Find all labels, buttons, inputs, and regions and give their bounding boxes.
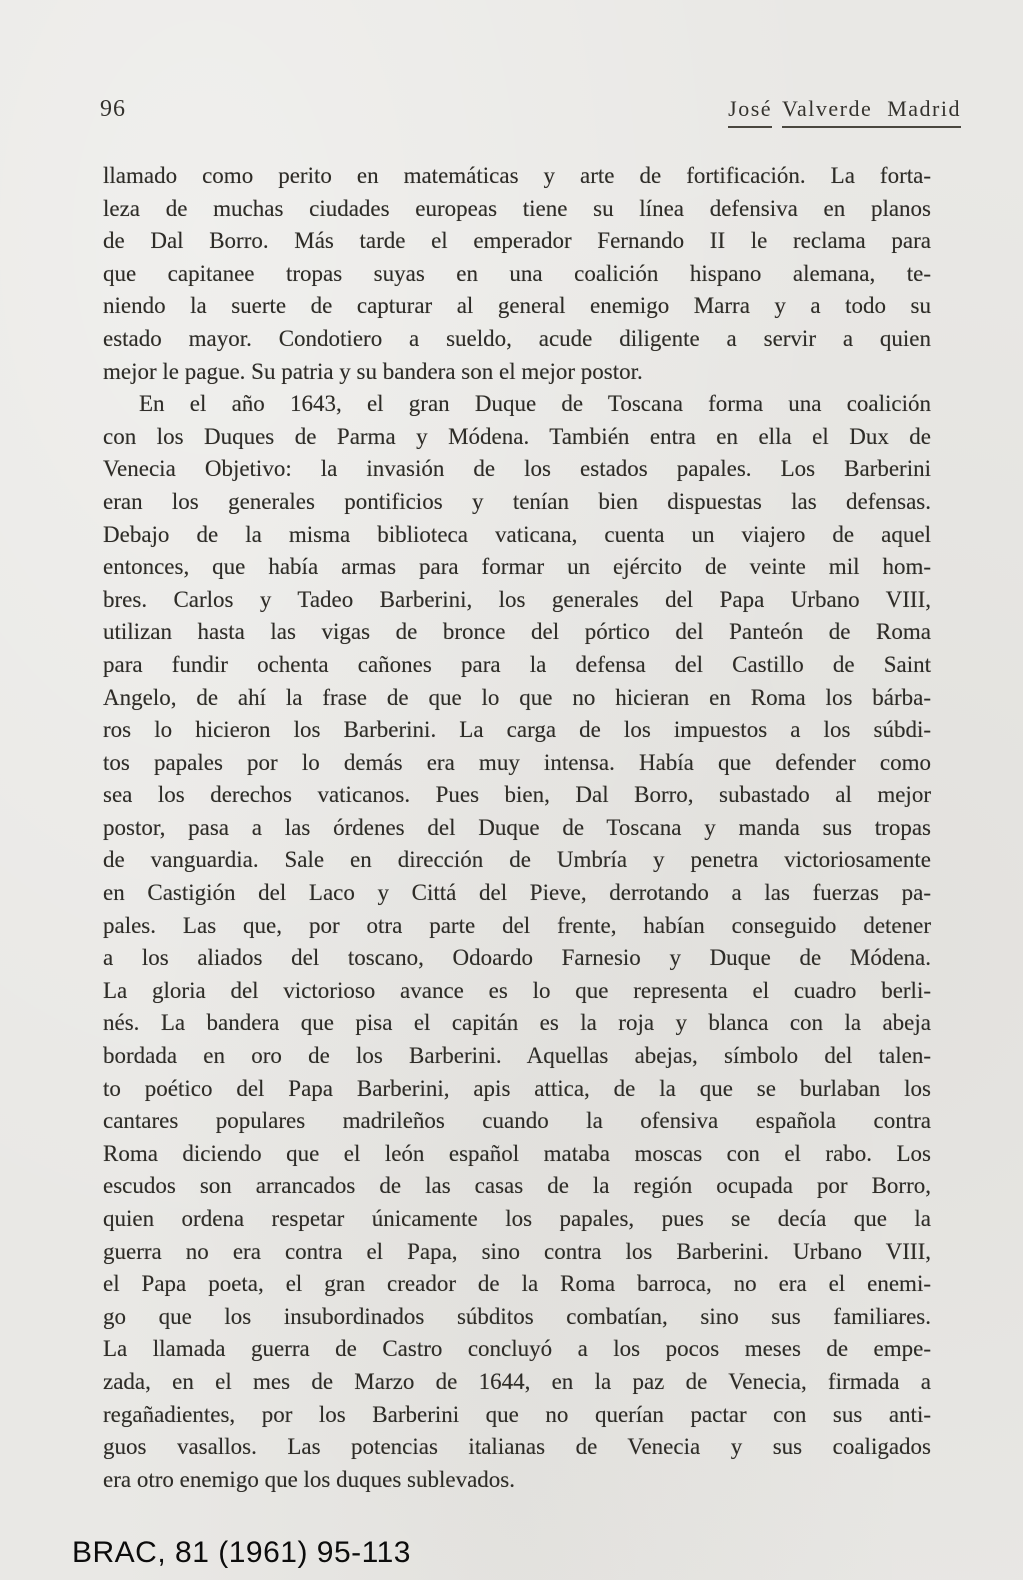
text-line: pales. Las que, por otra parte del frente, habían conseguido detener — [103, 912, 931, 938]
text-line: escudos son arrancados de las casas de la región ocupada por Borro, — [103, 1173, 931, 1199]
text-line: utilizan hasta las vigas de bronce del pórtico del Panteón de Roma — [103, 619, 931, 645]
text-line: La llamada guerra de Castro concluyó a los pocos meses de empe- — [103, 1336, 931, 1362]
text-line: Debajo de la misma biblioteca vaticana, cuenta un viajero de aquel — [103, 521, 931, 547]
text-line: a los aliados del toscano, Odoardo Farnesio y Duque de Módena. — [103, 945, 931, 971]
text-line: que capitanee tropas suyas en una coalición hispano alemana, te- — [103, 260, 931, 286]
text-line: La gloria del victorioso avance es lo que representa el cuadro berli- — [103, 977, 931, 1003]
running-header-author-rest: Valverde Madrid — [782, 96, 961, 128]
text-line: estado mayor. Condotiero a sueldo, acude diligente a servir a quien — [103, 325, 931, 351]
text-line: cantares populares madrileños cuando la ofensiva española contra — [103, 1108, 931, 1134]
page-header — [100, 96, 961, 128]
text-line: to poético del Papa Barberini, apis attica, de la que se burlaban los — [103, 1075, 931, 1101]
text-line: go que los insubordinados súbditos combatían, sino sus familiares. — [103, 1303, 931, 1329]
text-line: de vanguardia. Sale en dirección de Umbría y penetra victoriosamente — [103, 847, 931, 873]
text-line: quien ordena respetar únicamente los papales, pues se decía que la — [103, 1206, 931, 1231]
text-line: guerra no era contra el Papa, sino contra los Barberini. Urbano VIII, — [103, 1238, 931, 1264]
text-line: sea los derechos vaticanos. Pues bien, Dal Borro, subastado al mejor — [103, 782, 931, 808]
running-header-author-first: José — [728, 96, 772, 128]
text-line: el Papa poeta, el gran creador de la Roma barroca, no era el enemi- — [103, 1271, 931, 1297]
text-line: para fundir ochenta cañones para la defensa del Castillo de Saint — [103, 651, 931, 677]
page-number: 96 — [100, 96, 126, 122]
text-line: entonces, que había armas para formar un ejército de veinte mil hom- — [103, 554, 931, 580]
text-line: regañadientes, por los Barberini que no querían pactar con sus anti- — [103, 1401, 931, 1427]
text-line: en Castigión del Laco y Cittá del Pieve, derrotando a las fuerzas pa- — [103, 880, 931, 906]
text-line: niendo la suerte de capturar al general enemigo Marra y a todo su — [103, 293, 931, 319]
text-line: ros lo hicieron los Barberini. La carga de los impuestos a los súbdi- — [103, 717, 931, 743]
text-line: En el año 1643, el gran Duque de Toscana forma una coalición — [139, 391, 931, 417]
text-line: bres. Carlos y Tadeo Barberini, los generales del Papa Urbano VIII, — [103, 586, 931, 612]
text-line: leza de muchas ciudades europeas tiene su línea defensiva en planos — [103, 195, 931, 221]
text-line: tos papales por lo demás era muy intensa. Había que defender como — [103, 749, 931, 775]
text-line: era otro enemigo que los duques sublevados. — [103, 1466, 515, 1492]
text-line: con los Duques de Parma y Módena. También entra en ella el Dux de — [103, 423, 931, 449]
running-header — [728, 96, 961, 128]
text-line: Angelo, de ahí la frase de que lo que no hicieran en Roma los bárba- — [103, 684, 931, 710]
text-line: bordada en oro de los Barberini. Aquellas abejas, símbolo del talen- — [103, 1043, 931, 1069]
text-line: de Dal Borro. Más tarde el emperador Fernando II le reclama para — [103, 228, 931, 254]
text-line: guos vasallos. Las potencias italianas de Venecia y sus coaligados — [103, 1434, 931, 1460]
text-line: Venecia Objetivo: la invasión de los estados papales. Los Barberini — [103, 456, 931, 482]
text-line: eran los generales pontificios y tenían bien dispuestas las defensas. — [103, 488, 931, 514]
text-line: nés. La bandera que pisa el capitán es la roja y blanca con la abeja — [103, 1010, 931, 1036]
body-text — [103, 160, 931, 1496]
text-line: postor, pasa a las órdenes del Duque de Toscana y manda sus tropas — [103, 814, 931, 840]
text-line: zada, en el mes de Marzo de 1644, en la paz de Venecia, firmada a — [103, 1368, 931, 1394]
text-line: llamado como perito en matemáticas y arte de fortificación. La forta- — [103, 163, 931, 188]
text-line: mejor le pague. Su patria y su bandera son el mejor postor. — [103, 358, 643, 384]
text-line: Roma diciendo que el león español mataba moscas con el rabo. Los — [103, 1140, 931, 1166]
citation-line: BRAC, 81 (1961) 95-113 — [72, 1536, 411, 1569]
